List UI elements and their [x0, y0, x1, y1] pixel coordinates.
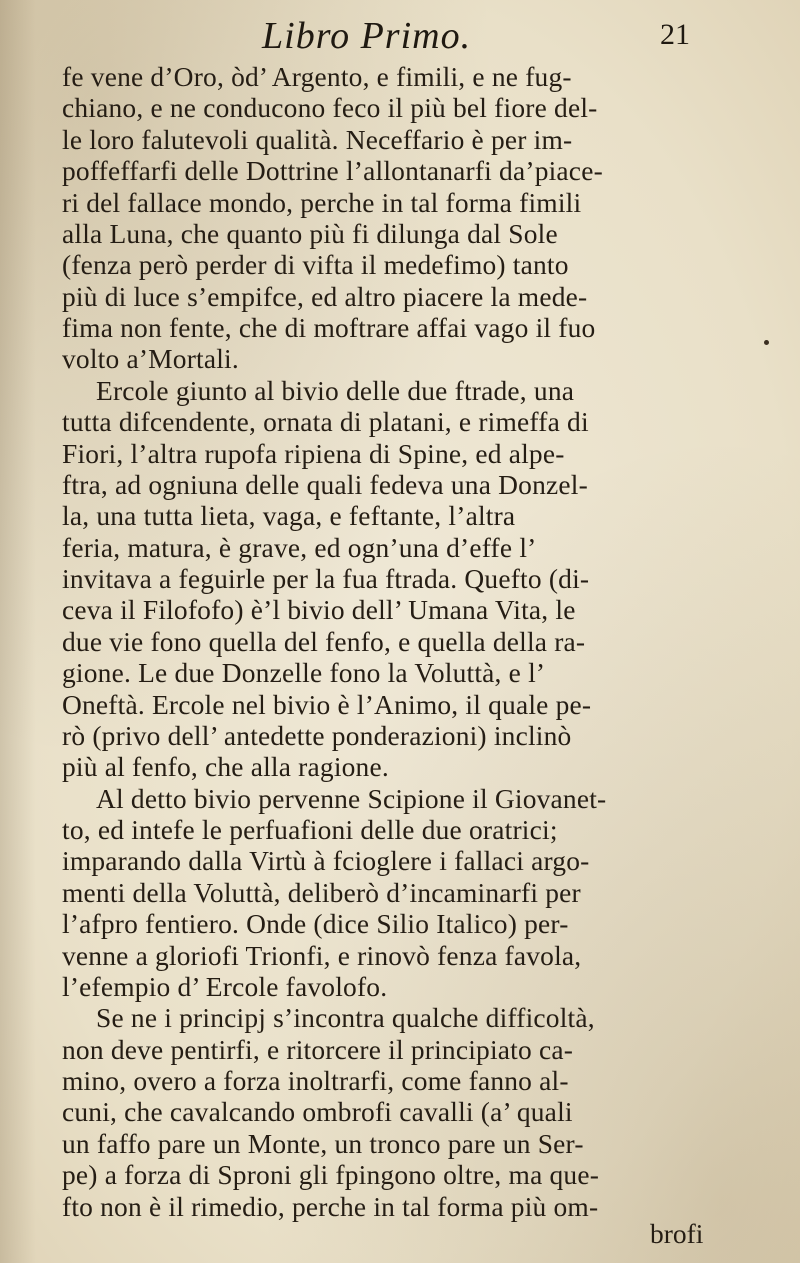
- text-line: fima non fente, che di moftrare affai vago il fuo: [62, 313, 596, 344]
- running-head: Libro Primo.: [262, 15, 472, 57]
- text-line: venne a gloriofi Trionfi, e rinovò fenza favola,: [62, 940, 582, 971]
- text-line: volto a’Mortali.: [62, 344, 239, 375]
- text-line: due vie fono quella del fenfo, e quella della ra-: [62, 626, 586, 657]
- text-line: più di luce s’empifce, ed altro piacere la mede-: [62, 281, 588, 312]
- text-line: imparando dalla Virtù à fcioglere i fallaci argo-: [62, 846, 590, 877]
- text-line: Oneftà. Ercole nel bivio è l’Animo, il quale pe-: [62, 689, 592, 720]
- text-line: non deve pentirfi, e ritorcere il principiato ca-: [62, 1034, 574, 1065]
- text-line: Al detto bivio pervenne Scipione il Giovanet-: [96, 783, 607, 814]
- text-line: menti della Voluttà, deliberò d’incaminarfi per: [62, 877, 581, 908]
- text-line: poffeffarfi delle Dottrine l’allontanarfi da’piace-: [62, 156, 603, 187]
- text-line: Fiori, l’altra rupofa ripiena di Spine, ed alpe-: [62, 438, 565, 469]
- text-line: più al fenfo, che alla ragione.: [62, 752, 389, 783]
- text-line: gione. Le due Donzelle fono la Voluttà, e l’: [62, 658, 546, 689]
- text-line: un faffo pare un Monte, un tronco pare un Ser-: [62, 1128, 584, 1159]
- text-line: fto non è il rimedio, perche in tal forma più om-: [62, 1191, 599, 1222]
- text-line: cuni, che cavalcando ombrofi cavalli (a’ quali: [62, 1097, 573, 1128]
- text-line: l’efempio d’ Ercole favolofo.: [62, 971, 388, 1002]
- text-line: Ercole giunto al bivio delle due ftrade, una: [96, 375, 575, 406]
- text-line: mino, overo a forza inoltrarfi, come fanno al-: [62, 1066, 569, 1097]
- page-edge-shadow: [0, 0, 36, 1263]
- text-line: to, ed intefe le perfuafioni delle due oratrici;: [62, 815, 558, 846]
- text-line: rò (privo dell’ antedette ponderazioni) inclinò: [62, 720, 572, 751]
- catchword: brofi: [650, 1219, 704, 1249]
- text-line: feria, matura, è grave, ed ogn’una d’effe l’: [62, 532, 537, 563]
- text-line: Se ne i principj s’incontra qualche difficoltà,: [96, 1003, 595, 1034]
- text-line: le loro falutevoli qualità. Neceffario è per im-: [62, 124, 573, 155]
- text-line: tutta difcendente, ornata di platani, e rimeffa di: [62, 407, 589, 438]
- text-line: fe vene d’Oro, òd’ Argento, e fimili, e ne fug-: [62, 62, 572, 92]
- page-header: [0, 14, 800, 66]
- text-line: la, una tutta lieta, vaga, e feftante, l’altra: [62, 501, 516, 532]
- text-line: ftra, ad ogniuna delle quali fedeva una Donzel-: [62, 469, 588, 500]
- text-line: l’afpro fentiero. Onde (dice Silio Italico) per-: [62, 909, 569, 940]
- text-line: ri del fallace mondo, perche in tal forma fimili: [62, 187, 582, 218]
- text-line: invitava a feguirle per la fua ftrada. Quefto (di-: [62, 564, 590, 595]
- text-line: (fenza però perder di vifta il medefimo) tanto: [62, 250, 569, 281]
- text-line: ceva il Filofofo) è’l bivio dell’ Umana Vita, le: [62, 595, 576, 626]
- margin-dot: [764, 340, 769, 345]
- text-line: chiano, e ne conducono feco il più bel fiore del-: [62, 93, 598, 124]
- text-line: pe) a forza di Sproni gli fpingono oltre, ma que-: [62, 1160, 600, 1191]
- page-number: 21: [660, 18, 690, 51]
- text-line: alla Luna, che quanto più fi dilunga dal Sole: [62, 218, 558, 249]
